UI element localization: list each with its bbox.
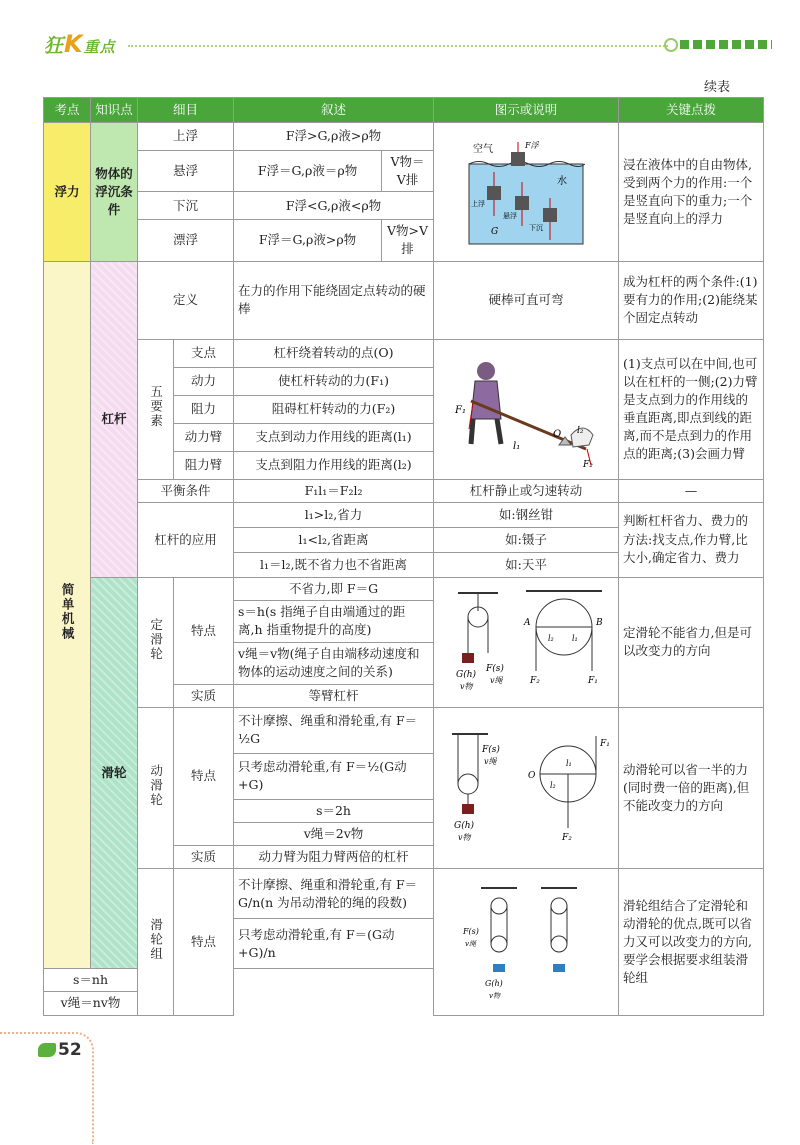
desc-app-equal: l₁＝l₂,既不省力也不省距离 <box>234 552 434 577</box>
movable-row-4: v绳＝2v物 <box>234 823 434 846</box>
fixed-feature: 特点 <box>174 577 234 684</box>
fig-movable-fs: F(s) <box>482 745 500 756</box>
fig-l2-label: l₂ <box>577 426 584 436</box>
block-row-2: 只考虑动滑轮重,有 F＝(G动+G)/n <box>234 919 434 969</box>
key-fixed-pulley: 定滑轮不能省力,但是可以改变力的方向 <box>619 577 764 707</box>
suspended-block <box>515 196 529 210</box>
desc-effort-arm: 支点到动力作用线的距离(l₁) <box>234 423 434 451</box>
topic-buoyancy: 浮力 <box>44 123 91 262</box>
fig-o-label: O <box>553 429 562 440</box>
fig-block-fs: F(s) <box>463 926 479 936</box>
desc-suspend: F浮＝G,ρ液＝ρ物 <box>234 151 382 192</box>
fig-movable-l1: l₁ <box>566 759 572 769</box>
item-suspend: 悬浮 <box>138 151 234 192</box>
movable-essence: 动力臂为阻力臂两倍的杠杆 <box>234 846 434 869</box>
fig-fixed-f2: F₂ <box>530 676 540 687</box>
pulley-block <box>138 869 174 1015</box>
fixed-row-3: v绳＝v物(绳子自由端移动速度和物体的运动速度之间的关系) <box>234 642 434 684</box>
header-dotted-line <box>128 45 668 47</box>
fig-f2-label: F₂ <box>583 460 593 469</box>
fig-fixed-fs: F(s) <box>486 664 504 675</box>
desc-definition: 在力的作用下能绕固定点转动的硬棒 <box>234 261 434 339</box>
floating-block <box>511 152 525 166</box>
block-feature: 特点 <box>174 869 234 1015</box>
fig-movable-f1: F₁ <box>600 739 610 750</box>
item-float: 漂浮 <box>138 220 234 261</box>
note-definition: 硬棒可直可弯 <box>434 261 619 339</box>
fig-fixed-b: B <box>596 618 603 629</box>
simple-machines-label: 简单机械 <box>60 583 76 642</box>
note-balance: 杠杆静止或匀速转动 <box>434 479 619 502</box>
fig-fixed-l1: l₁ <box>572 634 578 644</box>
key-pulley-block: 滑轮组结合了定滑轮和动滑轮的优点,既可以省力又可以改变力的方向,要学会根据要求组装滑轮组 <box>619 869 764 1015</box>
fig-air-label: 空气 <box>473 143 494 155</box>
fig-g-label: G <box>491 226 499 237</box>
desc-fulcrum: 杠杆绕着转动的点(O) <box>234 339 434 367</box>
fig-fixed-gh: G(h) <box>456 670 477 681</box>
desc-effort: 使杠杆转动的力(F₁) <box>234 367 434 395</box>
fig-fixed-f1: F₁ <box>588 676 598 687</box>
key-balance: — <box>619 479 764 502</box>
continued-label: 续表 <box>704 80 731 95</box>
topic-simple-machines <box>44 261 91 969</box>
fig-movable-vrope: v绳 <box>484 757 497 767</box>
fig-f-label: F浮 <box>525 140 539 150</box>
desc-balance: F₁l₁＝F₂l₂ <box>234 479 434 502</box>
fig-up-label: 上浮 <box>471 199 486 208</box>
block-load-1 <box>493 964 505 972</box>
key-lever-applications: 判断杠杆省力、费力的方法:找支点,作力臂,比大小,确定省力、费力 <box>619 502 764 577</box>
table-header-row <box>44 98 764 123</box>
buoyancy-figure <box>434 123 619 262</box>
fixed-pulley <box>138 577 174 707</box>
desc-resistance-arm: 支点到阻力作用线的距离(l₂) <box>234 451 434 479</box>
brand-logo: 狂K重点 <box>44 30 116 58</box>
desc-app-distance: l₁<l₂,省距离 <box>234 527 434 552</box>
fixed-load <box>462 653 474 663</box>
col-knowledge: 知识点 <box>91 98 138 123</box>
fixed-essence: 等臂杠杆 <box>234 684 434 707</box>
movable-pulley-label: 动滑轮 <box>148 763 164 808</box>
note-app-equal: 如:天平 <box>434 552 619 577</box>
col-item: 细目 <box>138 98 234 123</box>
desc-rise: F浮>G,ρ液>ρ物 <box>234 123 434 151</box>
fig-fixed-vobj: v物 <box>460 682 473 692</box>
desc-resistance: 阻碍杠杆转动的力(F₂) <box>234 395 434 423</box>
fig-down-label: 下沉 <box>529 223 544 232</box>
key-movable-pulley: 动滑轮可以省一半的力(同时费一倍的距离),但不能改变力的方向 <box>619 707 764 868</box>
fig-block-gh: G(h) <box>485 978 503 988</box>
fig-fixed-vrope: v绳 <box>490 676 503 686</box>
knowledge-pulley: 滑轮 <box>91 577 138 969</box>
arrows-decoration-icon <box>680 40 772 49</box>
item-definition: 定义 <box>138 261 234 339</box>
fig-water-label: 水 <box>557 175 568 187</box>
fig-block-vobj: v物 <box>489 991 500 1000</box>
fig-fixed-a: A <box>524 618 531 629</box>
fig-movable-l2: l₂ <box>550 781 556 791</box>
item-effort: 动力 <box>174 367 234 395</box>
item-resistance: 阻力 <box>174 395 234 423</box>
fig-block-vrope: v绳 <box>465 939 476 948</box>
fixed-row-2: s＝h(s 指绳子自由端通过的距离,h 指重物提升的高度) <box>234 600 434 642</box>
col-topic: 考点 <box>44 98 91 123</box>
page-number <box>38 1040 82 1060</box>
key-five-elements: (1)支点可以在中间,也可以在杠杆的一侧;(2)力臂是支点到力的作用线的垂直距离,即点到线的距离,而不是点到力的作用点的距离;(3)会画力臂 <box>619 339 764 479</box>
item-rise: 上浮 <box>138 123 234 151</box>
note-app-force: 如:钢丝钳 <box>434 502 619 527</box>
fig-movable-o: O <box>528 771 536 782</box>
knowledge-table <box>43 97 764 1016</box>
desc-float: F浮＝G,ρ液>ρ物 <box>234 220 382 261</box>
note-app-distance: 如:镊子 <box>434 527 619 552</box>
movable-pulley-figure <box>434 707 619 868</box>
ring-icon <box>664 38 678 52</box>
desc-app-force: l₁>l₂,省力 <box>234 502 434 527</box>
extra-suspend: V物＝V排 <box>382 151 434 192</box>
desc-sink: F浮<G,ρ液<ρ物 <box>234 192 434 220</box>
fig-movable-f2: F₂ <box>562 833 572 844</box>
col-key: 关键点拨 <box>619 98 764 123</box>
knowledge-float-sink: 物体的浮沉条件 <box>91 123 138 262</box>
fig-fixed-l2: l₂ <box>548 634 554 644</box>
fixed-essence-item: 实质 <box>174 684 234 707</box>
block-row-3: s＝nh <box>44 969 138 992</box>
block-row-1: 不计摩擦、绳重和滑轮重,有 F＝G/n(n 为吊动滑轮的绳的段数) <box>234 869 434 919</box>
fixed-pulley-figure <box>434 577 619 707</box>
rising-block <box>487 186 501 200</box>
item-lever-applications: 杠杆的应用 <box>138 502 234 577</box>
page-number-text: 52 <box>58 1040 82 1060</box>
pulley-block-figure <box>434 869 619 1015</box>
person-body <box>471 381 501 419</box>
pulley-block-label: 滑轮组 <box>148 917 164 962</box>
movable-feature: 特点 <box>174 707 234 845</box>
item-effort-arm: 动力臂 <box>174 423 234 451</box>
movable-pulley <box>138 707 174 868</box>
fig-suspend-label: 悬浮 <box>503 211 518 220</box>
col-description: 叙述 <box>234 98 434 123</box>
extra-float: V物>V排 <box>382 220 434 261</box>
fig-f1-label: F₁ <box>455 405 466 416</box>
movable-row-2: 只考虑动滑轮重,有 F＝½(G动+G) <box>234 753 434 799</box>
key-buoyancy: 浸在液体中的自由物体,受到两个力的作用:一个是竖直向下的重力;一个是竖直向上的浮力 <box>619 123 764 262</box>
fig-movable-vobj: v物 <box>458 833 471 843</box>
movable-essence-item: 实质 <box>174 846 234 869</box>
col-figure: 图示或说明 <box>434 98 619 123</box>
five-elements <box>138 339 174 479</box>
leaf-icon <box>38 1043 56 1057</box>
item-balance: 平衡条件 <box>138 479 234 502</box>
fig-l1-label: l₁ <box>513 441 521 452</box>
block-load-2 <box>553 964 565 972</box>
person-legs <box>471 419 501 444</box>
block-row-4: v绳＝nv物 <box>44 992 138 1015</box>
fixed-row-1: 不省力,即 F＝G <box>234 577 434 600</box>
movable-load <box>462 804 474 814</box>
item-fulcrum: 支点 <box>174 339 234 367</box>
item-sink: 下沉 <box>138 192 234 220</box>
fixed-pulley-label: 定滑轮 <box>148 617 164 662</box>
key-definition: 成为杠杆的两个条件:(1)要有力的作用;(2)能绕某个固定点转动 <box>619 261 764 339</box>
movable-row-1: 不计摩擦、绳重和滑轮重,有 F＝½G <box>234 707 434 753</box>
fig-movable-gh: G(h) <box>454 821 475 832</box>
knowledge-lever: 杠杆 <box>91 261 138 577</box>
movable-row-3: s＝2h <box>234 799 434 822</box>
item-resistance-arm: 阻力臂 <box>174 451 234 479</box>
sinking-block <box>543 208 557 222</box>
person-head <box>477 362 495 380</box>
five-elements-label: 五要素 <box>148 384 164 429</box>
lever-figure <box>434 339 619 479</box>
